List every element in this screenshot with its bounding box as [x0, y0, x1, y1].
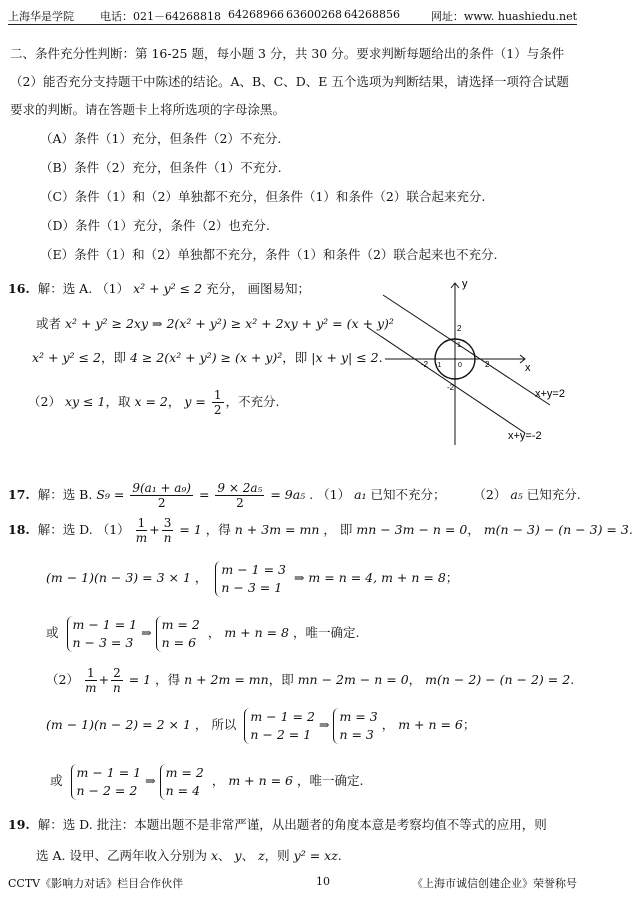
- equation: n − 2 = 2: [76, 782, 138, 798]
- q16-text: ，: [167, 394, 181, 409]
- q18-text: 解：选 D. （1）: [37, 522, 130, 537]
- q18-text: （2）: [46, 672, 79, 687]
- option-b: （B）条件（2）充分，但条件（1）不充分.: [40, 160, 282, 175]
- q16-text: .: [378, 350, 383, 365]
- q16-formula: 4 ≥ 2(x² + y²) ≥ (x + y)²: [129, 350, 283, 365]
- q16-formula: x² + y² ≤ 2: [133, 281, 203, 296]
- q18-text: ， 即: [323, 522, 353, 537]
- q17-formula: a₁: [354, 487, 367, 502]
- q18-fraction-1: [136, 516, 148, 545]
- q19-text: 解：选 D. 批注：本题出题不是非常严谨，从出题者的角度本意是考察均值不等式的应用，则: [37, 817, 547, 832]
- q18-text: ， 所以: [194, 717, 237, 732]
- q18-text: ，: [194, 570, 208, 585]
- denominator: n: [113, 681, 121, 695]
- q18-formula: (m − 1)(n − 3) = 3 × 1: [46, 570, 191, 585]
- numerator: 9(a₁ + a₉): [132, 481, 191, 495]
- equation-system: [333, 708, 377, 744]
- equation: n = 3: [339, 726, 374, 742]
- equation: m − 1 = 1: [76, 764, 142, 780]
- equation: m − 1 = 3: [221, 561, 286, 577]
- q18-formula: m + n = 8: [224, 625, 290, 640]
- q17-text: . （1）: [309, 487, 351, 502]
- q18-number: 18.: [8, 522, 30, 537]
- q19-line-1: [8, 817, 547, 833]
- q18-formula: m + n = 6: [228, 773, 294, 788]
- header-phone: 电话：021－64268818: [100, 10, 221, 23]
- q18-line-3: [46, 615, 359, 652]
- q17-fraction-1: [130, 481, 193, 510]
- q17-formula: a₅: [510, 487, 523, 502]
- q18-text: ，得: [205, 522, 231, 537]
- denominator: 2: [157, 496, 166, 510]
- header-phone-3: 63600268: [286, 8, 342, 21]
- equation-system: [67, 616, 138, 652]
- equation: n = 4: [165, 782, 201, 798]
- q17-equals: =: [198, 487, 210, 502]
- q16-fraction: [212, 388, 224, 417]
- q16-diagram: [375, 275, 585, 450]
- equation: n = 6: [161, 634, 197, 650]
- q18-plus: +: [149, 522, 160, 537]
- footer-left: CCTV《影响力对话》栏目合作伙伴: [8, 877, 184, 890]
- q18-formula: ⇒ m = n = 4, m + n = 8: [293, 570, 446, 585]
- q18-text: ，: [381, 717, 395, 732]
- header-school: 上海华是学院: [8, 10, 74, 23]
- q16-text: ，即: [100, 350, 126, 365]
- line-2-label: x+y=-2: [508, 430, 542, 442]
- q16-formula: xy ≤ 1: [64, 394, 106, 409]
- q18-text: .: [570, 672, 575, 687]
- q18-line-1: [8, 515, 633, 545]
- q18-text: ，得: [155, 672, 181, 687]
- q18-formula: = 1: [179, 522, 202, 537]
- q18-line-4: [46, 665, 574, 695]
- q18-formula: n + 3m = mn: [234, 522, 320, 537]
- denominator: 2: [236, 496, 244, 510]
- q18-line-6: [50, 763, 363, 800]
- denominator: n: [163, 531, 172, 545]
- equation: m = 2: [161, 616, 200, 632]
- equation-system: [160, 764, 204, 800]
- tick-x-2: 2: [485, 360, 490, 369]
- numerator: 1: [137, 516, 146, 530]
- q19-formula: y² = xz: [293, 848, 338, 863]
- page-number: 10: [316, 875, 330, 888]
- line-x-plus-y-eq-neg-2: [367, 327, 525, 433]
- equation: m = 3: [339, 708, 378, 724]
- q19-line-2: [36, 848, 342, 864]
- denominator: 2: [213, 403, 222, 417]
- q18-arrow: ⇒: [318, 717, 330, 732]
- q18-text: ，: [207, 625, 221, 640]
- q17-number: 17.: [8, 487, 30, 502]
- q18-formula: mn − 3m − n = 0: [356, 522, 468, 537]
- numerator: 9 × 2a₅: [217, 481, 263, 495]
- q18-formula: m + n = 6: [398, 717, 463, 732]
- q18-text: ，唯一确定.: [297, 773, 364, 788]
- option-a: （A）条件（1）充分，但条件（2）不充分.: [40, 131, 282, 146]
- q18-fraction-3: [85, 666, 97, 695]
- q17-formula: = 9a₅: [270, 487, 306, 502]
- tick-y-1: 1: [457, 342, 461, 349]
- header-phone-2: 64268966: [228, 8, 284, 21]
- option-c: （C）条件（1）和（2）单独都不充分，但条件（1）和条件（2）联合起来充分.: [40, 189, 486, 204]
- tick-y-2: 2: [457, 324, 462, 333]
- tick-x-neg-1: -1: [435, 362, 442, 369]
- q19-text: ，则: [264, 848, 290, 863]
- q16-text: 充分， 画图易知；: [206, 281, 310, 296]
- q17-line: [8, 480, 581, 510]
- q16-formula: x² + y² ≥ 2xy ⇒ 2(x² + y²) ≥ x² + 2xy + y² = (x + y)²: [65, 316, 394, 331]
- q17-fraction-2: [215, 481, 264, 510]
- q17-formula: S₉ =: [96, 487, 125, 502]
- q18-text: ，: [467, 522, 480, 537]
- q18-formula: m(n − 3) − (n − 3) = 3: [483, 522, 629, 537]
- page-header: [8, 6, 577, 25]
- q18-line-5: [46, 707, 475, 744]
- equation: m = 2: [165, 764, 204, 780]
- q18-text: ，即: [268, 672, 294, 687]
- q16-text: 解：选 A. （1）: [37, 281, 130, 296]
- q19-formula: z: [258, 848, 265, 863]
- q18-text: ，: [408, 672, 422, 687]
- q16-formula: |x + y| ≤ 2: [311, 350, 379, 365]
- option-e: （E）条件（1）和（2）单独都不充分，条件（1）和条件（2）联合起来也不充分.: [40, 247, 498, 262]
- option-d: （D）条件（1）充分，条件（2）也充分.: [40, 218, 270, 233]
- q18-formula: (m − 1)(n − 2) = 2 × 1: [46, 717, 191, 732]
- q18-formula: mn − 2m − n = 0: [297, 672, 409, 687]
- equation: n − 2 = 1: [250, 726, 312, 742]
- x-axis-label: x: [525, 362, 531, 374]
- q16-number: 16.: [8, 281, 30, 296]
- y-axis-label: y: [462, 278, 468, 290]
- equation: m − 1 = 2: [250, 708, 315, 724]
- q18-arrow: ⇒: [141, 625, 152, 640]
- q18-text: ，唯一确定.: [293, 625, 360, 640]
- q19-text: .: [337, 848, 342, 863]
- q18-text: .: [628, 522, 633, 537]
- q16-text: ，不充分.: [225, 394, 280, 409]
- header-website: 网址：www. huashiedu.net: [430, 10, 577, 23]
- q18-text: ，: [211, 773, 225, 788]
- page-footer: [8, 873, 577, 891]
- numerator: 1: [213, 388, 222, 402]
- q19-text: 、: [218, 848, 231, 863]
- q17-text: 已知充分.: [526, 487, 581, 502]
- q19-formula: x: [210, 848, 218, 863]
- q18-text: ；: [445, 570, 459, 585]
- equation-system: [156, 616, 200, 652]
- q16-text: （2）: [28, 394, 61, 409]
- q18-arrow: ⇒: [145, 773, 156, 788]
- equation-system: [244, 708, 315, 744]
- q18-text: ；: [462, 717, 476, 732]
- q16-formula: y =: [184, 394, 206, 409]
- q18-fraction-4: [111, 666, 123, 695]
- q16-formula: x² + y² ≤ 2: [32, 350, 101, 365]
- q18-text: 或: [46, 625, 59, 640]
- line-x-plus-y-eq-2: [383, 295, 550, 405]
- q18-line-2: [46, 560, 458, 597]
- q16-line-2: [36, 316, 394, 332]
- equation-system: [215, 561, 286, 597]
- equation: n − 3 = 1: [221, 579, 283, 595]
- q18-plus: +: [98, 672, 110, 687]
- tick-x-neg-2: -2: [421, 360, 429, 369]
- q16-text: ，即: [282, 350, 308, 365]
- footer-right: 《上海市诚信创建企业》荣誉称号: [412, 877, 577, 890]
- q16-text: ，取: [105, 394, 131, 409]
- q17-text: 已知不充分；: [370, 487, 446, 502]
- q18-fraction-2: [162, 516, 174, 545]
- q16-formula: x = 2: [134, 394, 168, 409]
- q16-line-1: [8, 281, 310, 297]
- q19-text: 、: [241, 848, 255, 863]
- numerator: 3: [163, 516, 172, 530]
- q17-text: （2）: [473, 487, 507, 502]
- section-intro-line-3: 要求的判断。请在答题卡上将所选项的字母涂黑。: [10, 102, 286, 117]
- origin-label: 0: [458, 362, 462, 369]
- q19-text: 选 A. 设甲、乙两年收入分别为: [36, 848, 207, 863]
- section-intro-line-2: （2）能否充分支持题干中陈述的结论。A、B、C、D、E 五个选项为判断结果，请选择一项符合试题: [10, 74, 569, 89]
- q16-line-3: [32, 350, 383, 366]
- q18-formula: n + 2m = mn: [184, 672, 269, 687]
- q16-line-4: [28, 388, 280, 417]
- equation: m − 1 = 1: [72, 616, 138, 632]
- denominator: m: [85, 681, 97, 695]
- denominator: m: [135, 531, 148, 545]
- line-1-label: x+y=2: [535, 388, 565, 400]
- header-phone-4: 64268856: [344, 8, 400, 21]
- numerator: 1: [86, 666, 95, 680]
- q19-number: 19.: [8, 817, 30, 832]
- tick-y-neg-2: -2: [447, 383, 455, 392]
- q18-text: 或: [50, 773, 63, 788]
- equation-system: [71, 764, 142, 800]
- q16-text: 或者: [36, 316, 62, 331]
- q18-formula: m(n − 2) − (n − 2) = 2: [425, 672, 571, 687]
- q18-formula: = 1: [128, 672, 152, 687]
- equation: n − 3 = 3: [72, 634, 134, 650]
- numerator: 2: [113, 666, 121, 680]
- section-intro-line-1: 二、条件充分性判断：第 16-25 题，每小题 3 分，共 30 分。要求判断每题给出的条件（1）与条件: [10, 46, 565, 61]
- q19-formula: y: [234, 848, 242, 863]
- q17-text: 解：选 B.: [37, 487, 93, 502]
